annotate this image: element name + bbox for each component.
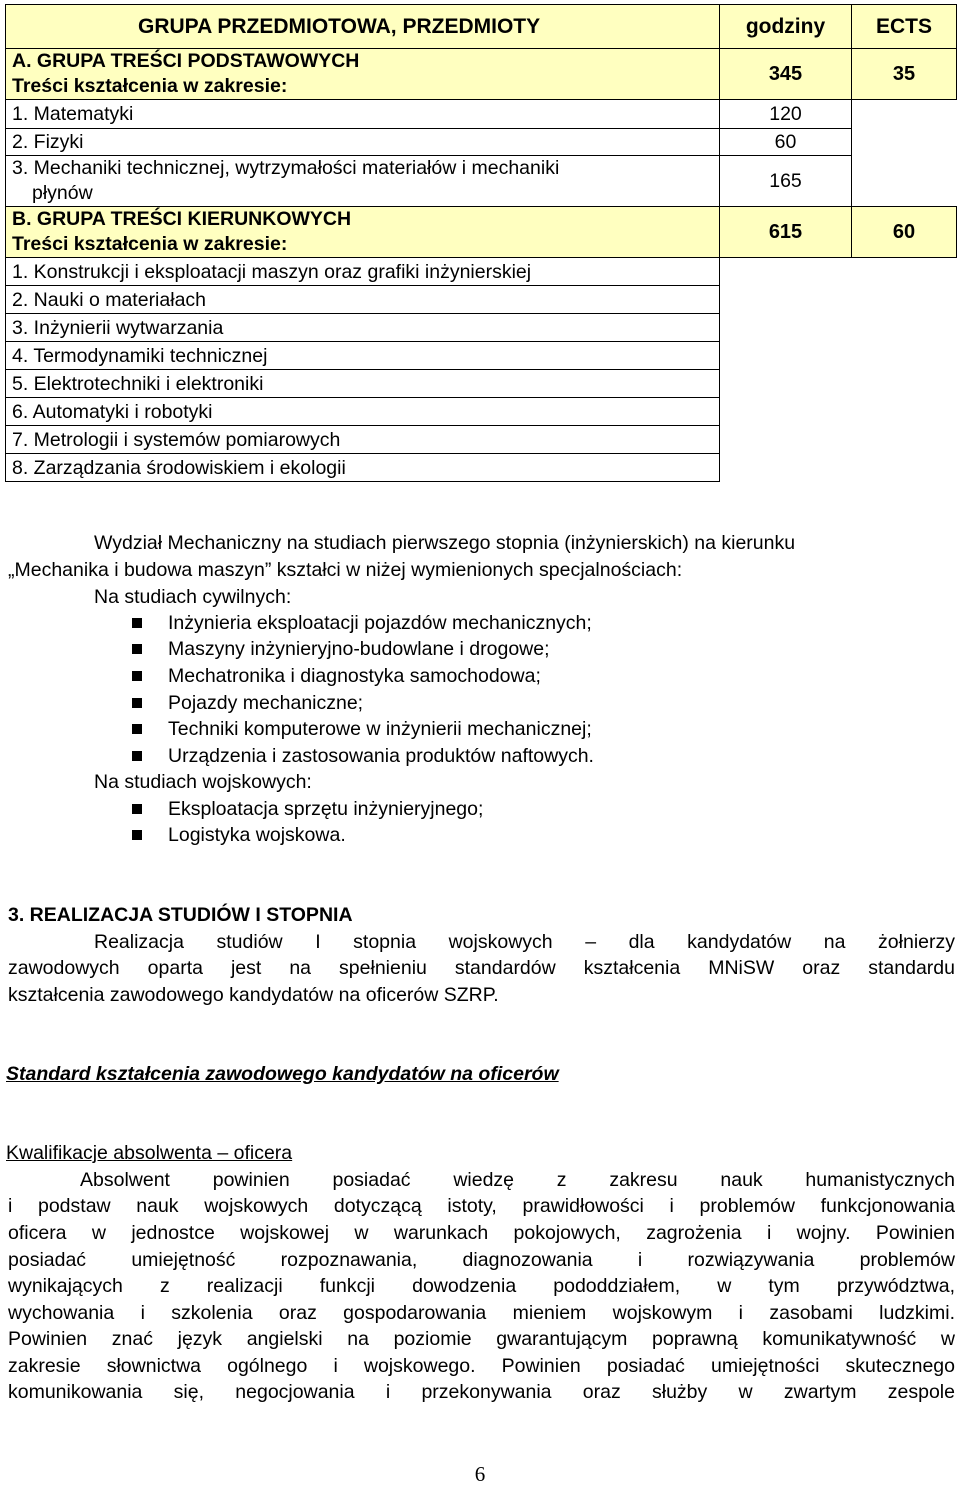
subject-cell: 7. Metrologii i systemów pomiarowych (6, 426, 720, 454)
qualifications-line: Absolwent powinien posiadać wiedzę z zakresu nauk humanistycznych (80, 1169, 955, 1191)
subject-cell-line1: 3. Mechaniki technicznej, wytrzymałości materiałów i mechaniki (12, 157, 560, 179)
qualifications-heading: Kwalifikacje absolwenta – oficera (6, 1142, 293, 1164)
table-row (6, 258, 957, 286)
list-item: Pojazdy mechaniczne; (168, 690, 363, 717)
section-3-line-3: kształcenia zawodowego kandydatów na oficerów SZRP. (8, 984, 499, 1006)
bullet-icon (132, 804, 142, 814)
hours-cell: 165 (720, 156, 852, 207)
section-3-line-2: zawodowych oparta jest na spełnieniu standardów kształcenia MNiSW oraz standardu (8, 957, 955, 979)
list-item: Urządzenia i zastosowania produktów naftowych. (168, 743, 594, 770)
subject-cell: 2. Nauki o materiałach (6, 286, 720, 314)
group-b-subtitle: Treści kształcenia w zakresie: (12, 233, 288, 255)
civil-label: Na studiach cywilnych: (94, 586, 292, 608)
section-3-line-1: Realizacja studiów I stopnia wojskowych – dla kandydatów na żołnierzy (94, 931, 955, 953)
qualifications-line: posiadać umiejętność rozpoznawania, diagnozowania i rozwiązywania problemów (8, 1249, 955, 1271)
curriculum-table (5, 4, 957, 482)
header-ects: ECTS (852, 5, 957, 49)
group-b-ects: 60 (852, 207, 957, 258)
qualifications-line: Powinien znać język angielski na poziomie gwarantującym poprawną komunikatywność w (8, 1328, 955, 1350)
standard-heading: Standard kształcenia zawodowego kandydatów na oficerów (6, 1063, 559, 1085)
table-header-row (6, 5, 957, 49)
qualifications-line: oficera w jednostce wojskowej w warunkach pokojowych, zagrożenia i wojny. Powinien (8, 1222, 955, 1244)
group-b-row (6, 207, 957, 258)
hours-cell: 120 (720, 100, 852, 129)
intro-line-2: „Mechanika i budowa maszyn” kształci w niżej wymienionych specjalnościach: (8, 559, 683, 581)
subject-cell: 8. Zarządzania środowiskiem i ekologii (6, 454, 720, 482)
group-a-title: A. GRUPA TREŚCI PODSTAWOWYCH (12, 50, 360, 72)
list-item: Mechatronika i diagnostyka samochodowa; (168, 663, 541, 690)
table-row (6, 156, 957, 207)
qualifications-line: wychowania i szkolenia oraz gospodarowania mieniem wojskowym i zasobami ludzkimi. (8, 1302, 955, 1324)
group-b-title: B. GRUPA TREŚCI KIERUNKOWYCH (12, 208, 352, 230)
bullet-icon (132, 618, 142, 628)
header-subject: GRUPA PRZEDMIOTOWA, PRZEDMIOTY (6, 5, 720, 49)
table-row (6, 100, 957, 129)
intro-line-1: Wydział Mechaniczny na studiach pierwszego stopnia (inżynierskich) na kierunku (94, 532, 796, 554)
bullet-icon (132, 644, 142, 654)
group-a-hours: 345 (720, 49, 852, 100)
group-a-subtitle: Treści kształcenia w zakresie: (12, 75, 288, 97)
section-3-heading: 3. REALIZACJA STUDIÓW I STOPNIA (8, 904, 353, 926)
subject-cell: 2. Fizyki (6, 129, 720, 156)
group-a-row (6, 49, 957, 100)
qualifications-line: i podstaw nauk wojskowych dotyczącą istoty, prawidłowości i problemów funkcjonowania (8, 1195, 955, 1217)
qualifications-line: wynikających z realizacji funkcji dowodzenia pododdziałem, w tym przywództwa, (8, 1275, 955, 1297)
subject-cell: 4. Termodynamiki technicznej (6, 342, 720, 370)
list-item: Eksploatacja sprzętu inżynieryjnego; (168, 796, 483, 823)
subject-cell: 6. Automatyki i robotyki (6, 398, 720, 426)
subject-cell: 1. Konstrukcji i eksploatacji maszyn oraz grafiki inżynierskiej (6, 258, 720, 286)
group-a-title-cell (6, 49, 720, 100)
page-number: 6 (474, 1462, 486, 1486)
bullet-icon (132, 751, 142, 761)
list-item: Logistyka wojskowa. (168, 822, 346, 849)
list-item: Maszyny inżynieryjno-budowlane i drogowe; (168, 636, 550, 663)
subject-cell: 1. Matematyki (6, 100, 720, 129)
qualifications-line: zakresie słownictwa ogólnego i wojskowego. Powinien posiadać umiejętności skutecznego (8, 1355, 955, 1377)
bullet-icon (132, 698, 142, 708)
subject-cell (6, 156, 720, 207)
group-a-ects: 35 (852, 49, 957, 100)
list-item: Inżynieria eksploatacji pojazdów mechanicznych; (168, 610, 592, 637)
subject-cell-line2: płynów (32, 182, 93, 204)
qualifications-line: komunikowania się, negocjowania i przekonywania oraz służby w zwartym zespole (8, 1381, 955, 1403)
bullet-icon (132, 724, 142, 734)
group-b-title-cell (6, 207, 720, 258)
bullet-icon (132, 671, 142, 681)
subject-cell: 5. Elektrotechniki i elektroniki (6, 370, 720, 398)
table-row (6, 129, 957, 156)
list-item: Techniki komputerowe w inżynierii mechanicznej; (168, 716, 592, 743)
bullet-icon (132, 830, 142, 840)
subject-cell: 3. Inżynierii wytwarzania (6, 314, 720, 342)
military-label: Na studiach wojskowych: (94, 771, 312, 793)
header-hours: godziny (720, 5, 852, 49)
group-b-hours: 615 (720, 207, 852, 258)
hours-cell: 60 (720, 129, 852, 156)
